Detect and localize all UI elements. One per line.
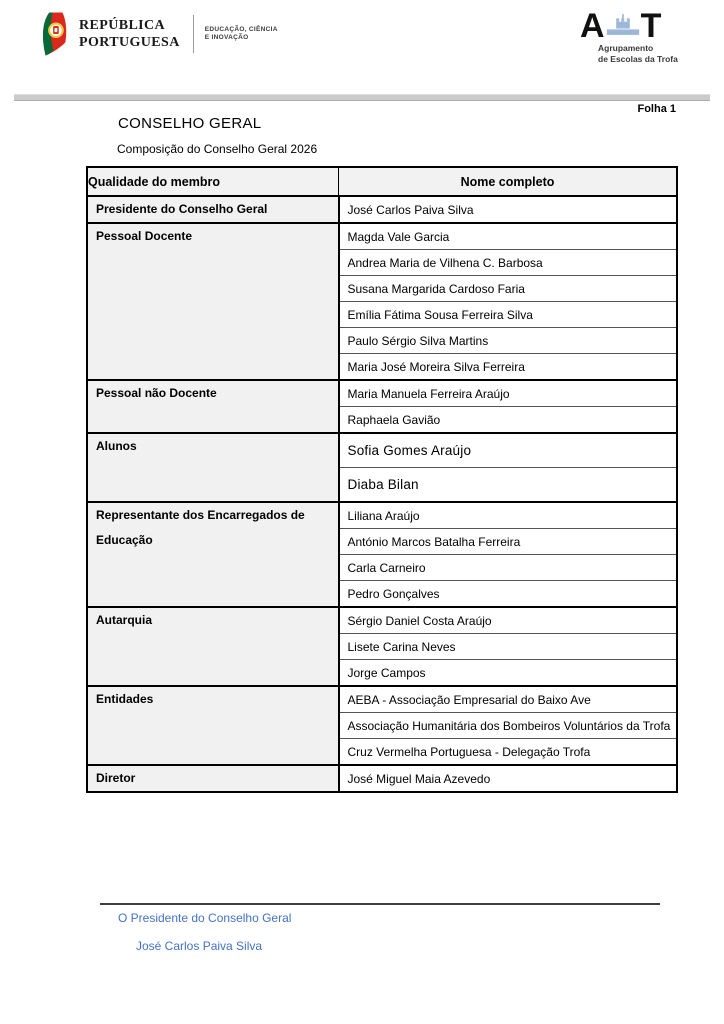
logo-divider	[193, 15, 194, 53]
school-name-line2: de Escolas da Trofa	[598, 53, 678, 64]
aet-castle-icon	[606, 12, 640, 40]
name-cell: Susana Margarida Cardoso Faria	[339, 276, 678, 302]
name-cell: Pedro Gonçalves	[339, 581, 678, 608]
name-cell: Paulo Sérgio Silva Martins	[339, 328, 678, 354]
name-cell: Emília Fátima Sousa Ferreira Silva	[339, 302, 678, 328]
name-cell: Cruz Vermelha Portuguesa - Delegação Trofa	[339, 739, 678, 766]
name-cell: Sérgio Daniel Costa Araújo	[339, 607, 678, 634]
role-cell: Pessoal não Docente	[87, 380, 339, 433]
role-cell: Representante dos Encarregados de Educação	[87, 502, 339, 607]
school-name-line1: Agrupamento	[598, 43, 654, 53]
council-table-body	[87, 196, 677, 792]
ministry-line2: E INOVAÇÃO	[204, 34, 249, 41]
table-header-row	[87, 167, 677, 196]
name-cell: Raphaela Gavião	[339, 407, 678, 434]
table-row	[87, 380, 677, 407]
signature-line	[100, 903, 660, 905]
gov-logo-line1: REPÚBLICA	[79, 18, 166, 33]
page-title: CONSELHO GERAL	[118, 115, 262, 132]
name-cell: Sofia Gomes Araújo	[339, 433, 678, 468]
column-header-name: Nome completo	[339, 167, 678, 196]
ministry-line1: EDUCAÇÃO, CIÊNCIA	[204, 25, 278, 33]
aet-acronym	[580, 7, 678, 45]
signature-block	[100, 903, 660, 953]
table-row	[87, 502, 677, 529]
signature-role: O Presidente do Conselho Geral	[118, 911, 292, 925]
name-cell: AEBA - Associação Empresarial do Baixo Ave	[339, 686, 678, 713]
role-cell: Presidente do Conselho Geral	[87, 196, 339, 223]
aet-school-logo	[580, 7, 678, 64]
role-cell: Alunos	[87, 433, 339, 502]
signature-name: José Carlos Paiva Silva	[136, 939, 263, 953]
name-cell: Carla Carneiro	[339, 555, 678, 581]
gov-logo-line2: PORTUGUESA	[79, 35, 180, 50]
name-cell: Maria Manuela Ferreira Araújo	[339, 380, 678, 407]
table-row	[87, 765, 677, 792]
name-cell: Andrea Maria de Vilhena C. Barbosa	[339, 250, 678, 276]
name-cell: Magda Vale Garcia	[339, 223, 678, 250]
gov-logo-wordmark	[79, 17, 180, 51]
sheet-number: Folha 1	[637, 103, 676, 115]
name-cell: Maria José Moreira Silva Ferreira	[339, 354, 678, 381]
table-row	[87, 433, 677, 468]
table-row	[87, 223, 677, 250]
name-cell: José Miguel Maia Azevedo	[339, 765, 678, 792]
portugal-flag-icon	[40, 11, 70, 57]
aet-letter-a: A	[580, 7, 605, 45]
name-cell: Lisete Carina Neves	[339, 634, 678, 660]
table-row	[87, 686, 677, 713]
aet-letter-t: T	[640, 7, 662, 45]
republica-portuguesa-logo	[40, 11, 278, 57]
horizontal-rule	[14, 94, 710, 101]
council-composition-table	[86, 166, 678, 793]
table-row	[87, 196, 677, 223]
page-subtitle: Composição do Conselho Geral 2026	[117, 142, 318, 156]
name-cell: Associação Humanitária dos Bombeiros Voluntários da Trofa	[339, 713, 678, 739]
role-cell: Autarquia	[87, 607, 339, 686]
ministry-label	[205, 26, 278, 43]
name-cell: Jorge Campos	[339, 660, 678, 687]
name-cell: António Marcos Batalha Ferreira	[339, 529, 678, 555]
name-cell: José Carlos Paiva Silva	[339, 196, 678, 223]
table-row	[87, 607, 677, 634]
school-name	[598, 43, 678, 64]
column-header-role: Qualidade do membro	[87, 167, 339, 196]
role-cell: Diretor	[87, 765, 339, 792]
name-cell: Diaba Bilan	[339, 468, 678, 503]
role-cell: Entidades	[87, 686, 339, 765]
role-cell: Pessoal Docente	[87, 223, 339, 380]
name-cell: Liliana Araújo	[339, 502, 678, 529]
